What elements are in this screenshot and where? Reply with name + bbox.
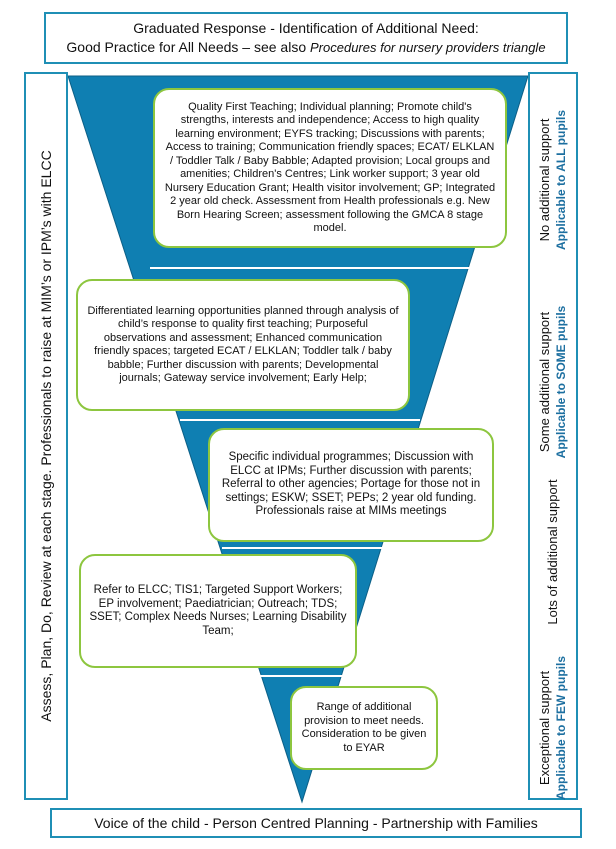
level-4-applicable: Applicable to FEW pupils [554,656,568,800]
header-title-box [44,12,568,64]
card-refer-to-elcc [79,554,357,668]
header-line-1: Graduated Response - Identification of Additional Need: [133,20,479,36]
card-additional-provision [290,686,438,770]
card-3-text: Specific individual programmes; Discussion with ELCC at IPMs; Further discussion with parents; Referral to other agencies; Portage for those not in settings; ESKW; SSET; PEPs; 2 year old funding. Professionals raise at MIMs meetings [221,451,481,518]
level-1-applicable: Applicable to ALL pupils [554,109,568,251]
level-2-support: Some additional support [537,311,552,453]
level-3-support: Lots of additional support [545,479,560,625]
level-label-1 [537,110,569,250]
level-4-support: Exceptional support [537,670,552,786]
card-1-text: Quality First Teaching; Individual planning; Promote child's strengths, interests and independence; Access to high quality learning environment; EYFS tracking; Discussions with parents; Access to training; Communication friendly spaces; ECAT/ ELKLAN / Toddler Talk / Baby Babble; Adapted provision; Local groups and amenities; Children's Centres; Link worker support; 3 year old Nursery Education Grant; Health visitor involvement; GP; Integrated 2 year old check. Assessment from Health professionals e.g. New Born Hearing Screen; assessment following the GMCA 8 stage model. [164,100,496,234]
level-label-2 [537,306,569,459]
footer-text: Voice of the child - Person Centred Planning - Partnership with Families [94,815,538,831]
left-side-box [24,72,68,800]
card-4-text: Refer to ELCC; TIS1; Targeted Support Workers; EP involvement; Paediatrician; Outreach; TDS; SSET; Complex Needs Nurses; Learning Disability Team; [89,584,347,637]
right-side-box [528,72,578,800]
card-quality-first-teaching [153,88,507,248]
left-side-text: Assess, Plan, Do, Review at each stage. Professionals to raise at MIM’s or IPM’s with ELCC [38,150,54,722]
header-line-2-italic: Procedures for nursery providers triangle [310,40,546,55]
footer-box [50,808,582,838]
card-5-text: Range of additional provision to meet needs. Consideration to be given to EYAR [301,701,427,754]
header-line-2-main: Good Practice for All Needs – see also [66,39,310,55]
level-1-support: No additional support [537,118,552,242]
level-label-4 [537,656,569,800]
header-line-2 [46,38,566,57]
level-label-3 [545,479,561,624]
card-differentiated-learning [76,279,410,411]
level-2-applicable: Applicable to SOME pupils [554,305,568,459]
card-specific-programmes [208,428,494,542]
card-2-text: Differentiated learning opportunities planned through analysis of child’s response to quality first teaching; Purposeful observations and assessment; Enhanced communication friendly spaces; targeted ECAT / ELKLAN; Toddler talk / baby babble; Further discussion with parents; Developmental journals; Gateway service involvement; Early Help; [87,304,399,384]
